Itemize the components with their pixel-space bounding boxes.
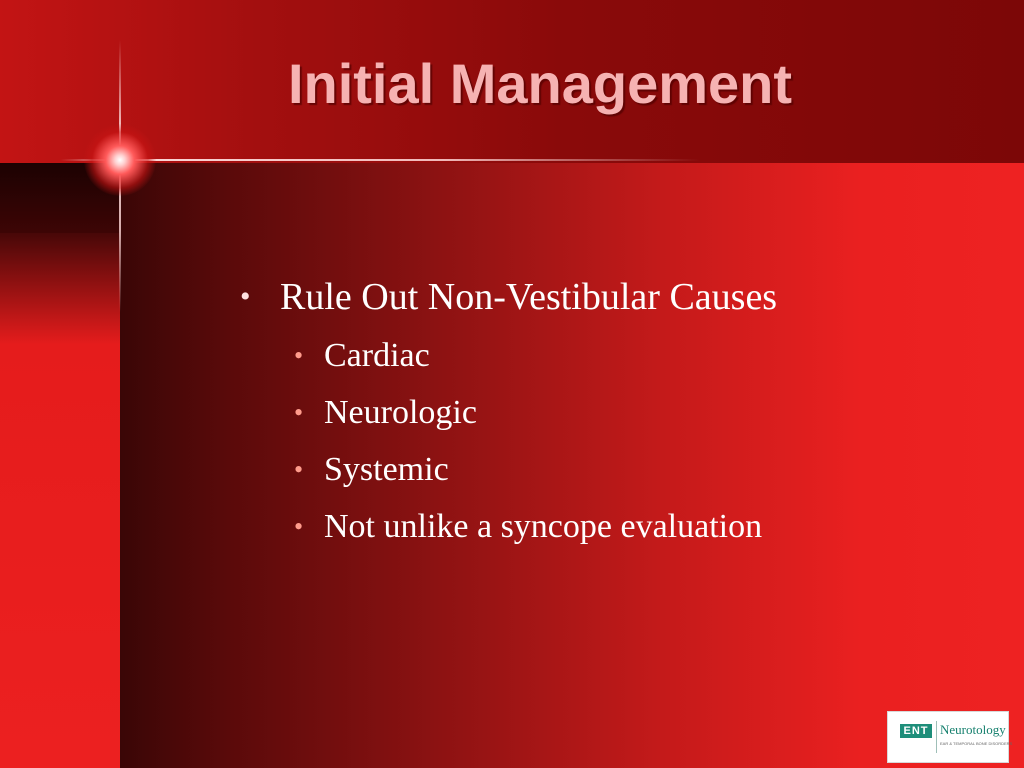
sub-bullet-icon: •: [294, 512, 304, 541]
sub-bullet-item: [240, 390, 1000, 436]
logo-subtitle: EAR & TEMPORAL BONE DISORDERS: [940, 741, 1013, 746]
sub-bullet-text: Cardiac: [324, 337, 430, 374]
sub-bullet-item: [240, 504, 1000, 550]
logo-badge: ENT: [900, 724, 932, 738]
light-flare-icon: [84, 124, 156, 196]
sub-bullet-icon: •: [294, 455, 304, 484]
bullet-item: [240, 272, 1000, 322]
ent-neurotology-logo: [887, 711, 1013, 763]
sub-bullet-text: Not unlike a syncope evaluation: [324, 508, 763, 545]
sub-bullet-icon: •: [294, 398, 304, 427]
sub-bullet-item: [240, 333, 1000, 379]
sub-bullet-icon: •: [294, 341, 304, 370]
sub-bullet-item: [240, 447, 1000, 493]
horizontal-light-line: [60, 159, 700, 161]
bullet-text: Rule Out Non-Vestibular Causes: [280, 276, 778, 318]
logo-name: Neurotology: [940, 722, 1006, 737]
bullet-icon: •: [240, 280, 251, 313]
left-strip: [0, 163, 120, 768]
sub-bullet-text: Systemic: [324, 451, 449, 488]
slide-body: [240, 272, 1000, 550]
logo-divider: [936, 721, 937, 753]
sub-bullet-text: Neurologic: [324, 394, 477, 431]
slide-title: Initial Management: [287, 52, 793, 115]
